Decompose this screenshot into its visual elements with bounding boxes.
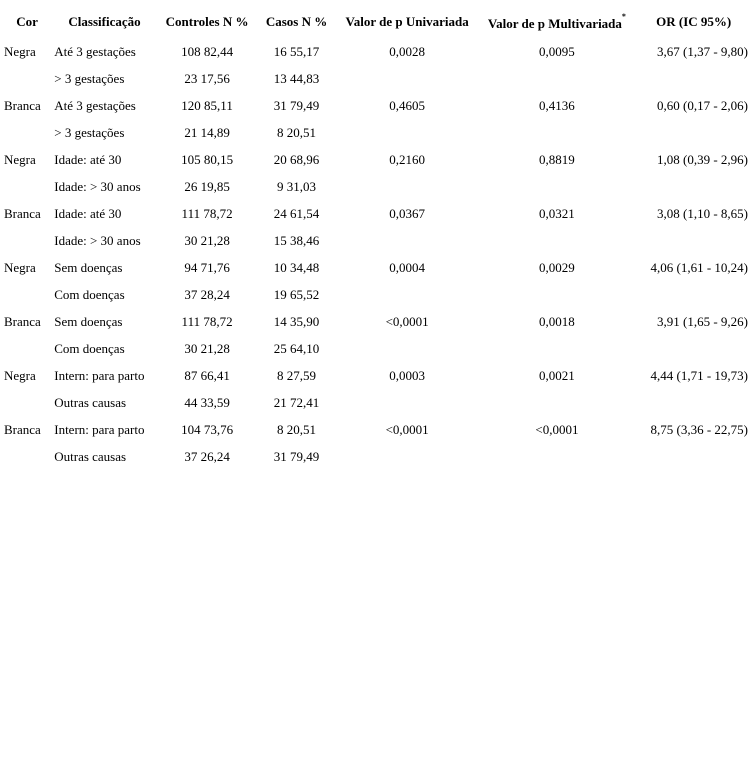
- cell-classificacao: Outras causas: [54, 448, 127, 464]
- cell-p-multivariada: 0,0321: [539, 205, 575, 221]
- cell-casos: 13 44,83: [273, 70, 320, 86]
- header-p-univariada: Valor de p Univariada: [345, 14, 469, 29]
- cell-cor: [4, 65, 50, 92]
- cell-casos: 8 20,51: [277, 124, 317, 140]
- cell-controles: 37 28,24: [184, 286, 230, 302]
- cell-or: 4,06 (1,61 - 10,24): [650, 259, 748, 275]
- cell-cor: Negra: [4, 367, 36, 383]
- cell-p-multivariada: [477, 65, 638, 92]
- cell-p-univariada: 0,4605: [389, 97, 425, 113]
- cell-cor: Negra: [4, 43, 36, 59]
- cell-p-univariada: [338, 65, 477, 92]
- cell-classificacao: Sem doenças: [54, 313, 123, 329]
- table-row: [4, 254, 750, 281]
- cell-casos: 31 79,49: [273, 448, 320, 464]
- cell-cor: Negra: [4, 259, 36, 275]
- cell-or: [637, 227, 750, 254]
- cell-controles: 26 19,85: [184, 178, 230, 194]
- cell-casos: 15 38,46: [273, 232, 320, 248]
- cell-cor: [4, 281, 50, 308]
- cell-controles: 44 33,59: [184, 394, 230, 410]
- cell-cor: [4, 389, 50, 416]
- cell-or: 1,08 (0,39 - 2,96): [657, 151, 748, 167]
- table-row: [4, 362, 750, 389]
- cell-p-univariada: [338, 335, 477, 362]
- cell-classificacao: > 3 gestações: [54, 70, 125, 86]
- cell-cor: [4, 173, 50, 200]
- cell-or: 3,08 (1,10 - 8,65): [657, 205, 748, 221]
- header-cor: Cor: [16, 14, 38, 29]
- cell-controles: 94 71,76: [184, 259, 230, 275]
- table-row: [4, 308, 750, 335]
- table-row: [4, 65, 750, 92]
- cell-p-univariada: 0,2160: [389, 151, 425, 167]
- cell-controles: 30 21,28: [184, 340, 230, 356]
- cell-classificacao: Até 3 gestações: [54, 97, 136, 113]
- cell-controles: 111 78,72: [181, 313, 233, 329]
- cell-or: 3,91 (1,65 - 9,26): [657, 313, 748, 329]
- cell-casos: 19 65,52: [273, 286, 320, 302]
- table-body: [4, 38, 750, 470]
- cell-or: 3,67 (1,37 - 9,80): [657, 43, 748, 59]
- cell-cor: Branca: [4, 97, 41, 113]
- cell-or: [637, 335, 750, 362]
- cell-casos: 24 61,54: [273, 205, 320, 221]
- cell-p-univariada: [338, 227, 477, 254]
- cell-cor: [4, 443, 50, 470]
- cell-or: [637, 389, 750, 416]
- results-table: [4, 6, 750, 470]
- cell-casos: 25 64,10: [273, 340, 320, 356]
- cell-controles: 120 85,11: [181, 97, 233, 113]
- cell-classificacao: Intern: para parto: [54, 367, 145, 383]
- cell-p-univariada: [338, 173, 477, 200]
- cell-controles: 21 14,89: [184, 124, 230, 140]
- cell-classificacao: Sem doenças: [54, 259, 123, 275]
- cell-p-multivariada: [477, 227, 638, 254]
- cell-p-univariada: <0,0001: [385, 313, 429, 329]
- cell-p-univariada: [338, 389, 477, 416]
- cell-p-multivariada: 0,0029: [539, 259, 575, 275]
- footnote-mark: *: [621, 11, 626, 21]
- table-row: [4, 119, 750, 146]
- cell-p-univariada: 0,0004: [389, 259, 425, 275]
- cell-or: [637, 281, 750, 308]
- cell-casos: 8 20,51: [277, 421, 317, 437]
- cell-casos: 16 55,17: [273, 43, 320, 59]
- cell-or: [637, 65, 750, 92]
- cell-p-multivariada: 0,0018: [539, 313, 575, 329]
- cell-p-multivariada: 0,0021: [539, 367, 575, 383]
- cell-casos: 9 31,03: [277, 178, 317, 194]
- table-row: [4, 281, 750, 308]
- cell-classificacao: Idade: até 30: [54, 151, 122, 167]
- cell-casos: 31 79,49: [273, 97, 320, 113]
- header-p-multivariada: [477, 6, 638, 38]
- cell-p-multivariada: 0,4136: [539, 97, 575, 113]
- cell-classificacao: Até 3 gestações: [54, 43, 136, 59]
- cell-controles: 30 21,28: [184, 232, 230, 248]
- cell-classificacao: Com doenças: [54, 340, 125, 356]
- cell-p-multivariada: [477, 173, 638, 200]
- cell-or: [637, 119, 750, 146]
- cell-casos: 14 35,90: [273, 313, 320, 329]
- header-row: [4, 6, 750, 38]
- cell-classificacao: Idade: > 30 anos: [54, 178, 141, 194]
- cell-controles: 111 78,72: [181, 205, 233, 221]
- cell-or: 4,44 (1,71 - 19,73): [650, 367, 748, 383]
- cell-p-univariada: 0,0028: [389, 43, 425, 59]
- cell-p-multivariada: [477, 335, 638, 362]
- cell-controles: 108 82,44: [181, 43, 234, 59]
- cell-controles: 23 17,56: [184, 70, 230, 86]
- cell-controles: 105 80,15: [181, 151, 234, 167]
- cell-or: [637, 443, 750, 470]
- cell-p-univariada: [338, 119, 477, 146]
- table-row: [4, 443, 750, 470]
- cell-p-multivariada: [477, 119, 638, 146]
- header-p-multivariada-label: Valor de p Multivariada: [487, 16, 622, 32]
- cell-p-univariada: 0,0367: [389, 205, 425, 221]
- cell-cor: [4, 335, 50, 362]
- table-row: [4, 389, 750, 416]
- cell-p-multivariada: [477, 281, 638, 308]
- table-row: [4, 146, 750, 173]
- cell-casos: 20 68,96: [273, 151, 320, 167]
- cell-p-multivariada: [477, 389, 638, 416]
- cell-classificacao: Idade: > 30 anos: [54, 232, 141, 248]
- cell-p-univariada: [338, 281, 477, 308]
- cell-p-multivariada: <0,0001: [535, 421, 579, 437]
- cell-p-univariada: 0,0003: [389, 367, 425, 383]
- cell-cor: Branca: [4, 313, 41, 329]
- table-row: [4, 38, 750, 65]
- table-row: [4, 200, 750, 227]
- header-casos: Casos N %: [265, 14, 328, 29]
- table-row: [4, 173, 750, 200]
- cell-cor: Branca: [4, 205, 41, 221]
- cell-or: 0,60 (0,17 - 2,06): [657, 97, 748, 113]
- cell-cor: [4, 119, 50, 146]
- cell-p-multivariada: 0,8819: [539, 151, 575, 167]
- cell-casos: 21 72,41: [273, 394, 320, 410]
- cell-controles: 37 26,24: [184, 448, 230, 464]
- cell-cor: Negra: [4, 151, 36, 167]
- cell-classificacao: Intern: para parto: [54, 421, 145, 437]
- cell-classificacao: Idade: até 30: [54, 205, 122, 221]
- cell-p-multivariada: [477, 443, 638, 470]
- cell-or: 8,75 (3,36 - 22,75): [650, 421, 748, 437]
- cell-p-multivariada: 0,0095: [539, 43, 575, 59]
- header-or: OR (IC 95%): [656, 14, 732, 29]
- cell-controles: 104 73,76: [181, 421, 234, 437]
- table-row: [4, 335, 750, 362]
- cell-or: [637, 173, 750, 200]
- cell-cor: Branca: [4, 421, 41, 437]
- cell-classificacao: Outras causas: [54, 394, 127, 410]
- cell-classificacao: > 3 gestações: [54, 124, 125, 140]
- table-row: [4, 416, 750, 443]
- header-classificacao: Classificação: [68, 14, 141, 29]
- table-row: [4, 92, 750, 119]
- header-controles: Controles N %: [165, 14, 249, 29]
- cell-controles: 87 66,41: [184, 367, 230, 383]
- table-row: [4, 227, 750, 254]
- cell-casos: 10 34,48: [273, 259, 320, 275]
- cell-p-univariada: <0,0001: [385, 421, 429, 437]
- cell-cor: [4, 227, 50, 254]
- cell-classificacao: Com doenças: [54, 286, 125, 302]
- cell-p-univariada: [338, 443, 477, 470]
- cell-casos: 8 27,59: [277, 367, 317, 383]
